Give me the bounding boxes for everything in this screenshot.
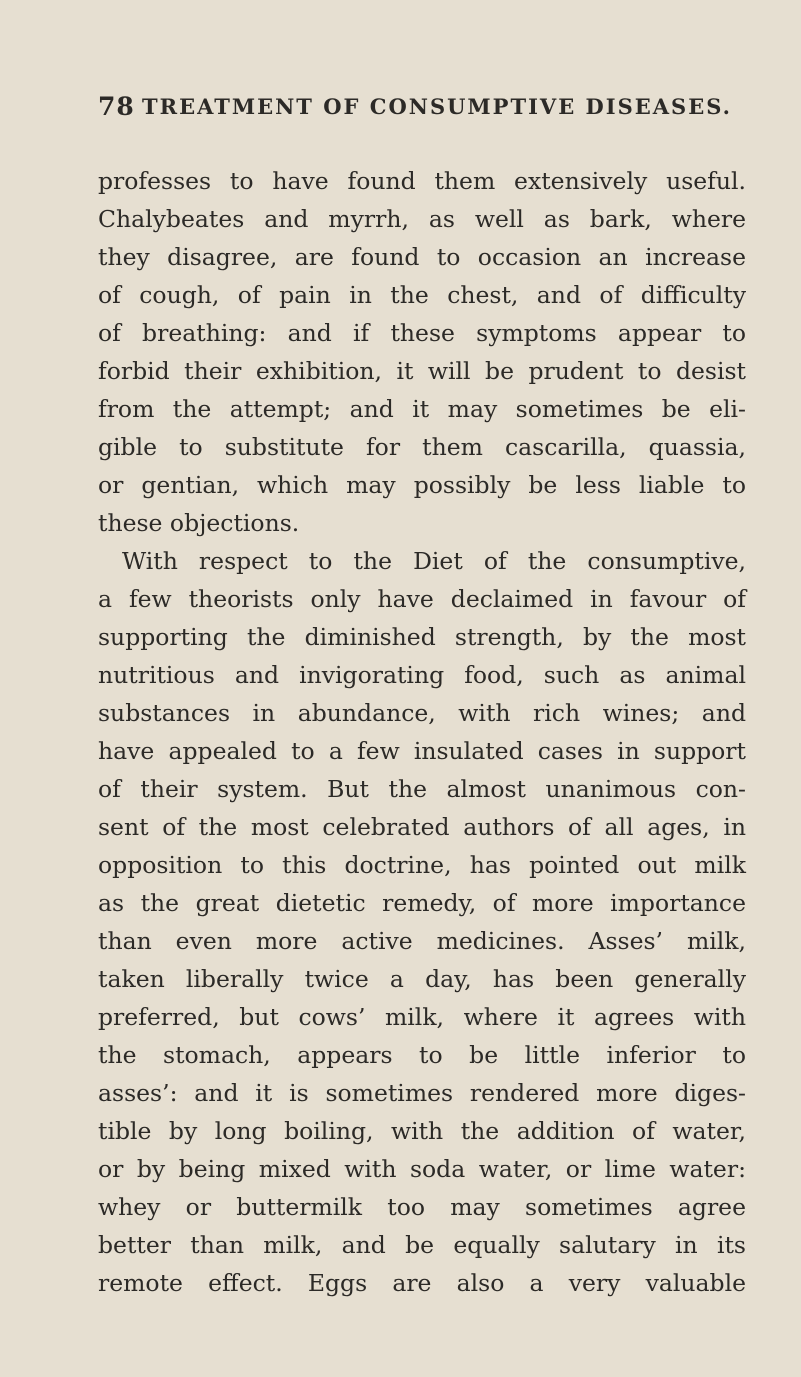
paragraph-end-line: these objections.	[98, 509, 300, 537]
text-line: nutritious and invigorating food, such as animal	[98, 661, 746, 689]
text-line: professes to have found them extensively useful.	[98, 167, 746, 195]
text-line: they disagree, are found to occasion an increase	[98, 243, 746, 271]
page-number: 78	[98, 92, 135, 121]
text-line: or by being mixed with soda water, or lime water:	[98, 1155, 746, 1183]
text-line: taken liberally twice a day, has been generally	[98, 965, 746, 993]
text-line: remote effect. Eggs are also a very valuable	[98, 1269, 746, 1297]
text-line: preferred, but cows’ milk, where it agrees with	[98, 1003, 746, 1031]
text-line: as the great dietetic remedy, of more importance	[98, 889, 746, 917]
text-line: than even more active medicines. Asses’ milk,	[98, 927, 746, 955]
text-line: better than milk, and be equally salutary in its	[98, 1231, 746, 1259]
page-header	[98, 92, 738, 132]
body-text	[98, 162, 746, 1302]
text-line: of their system. But the almost unanimous con-	[98, 775, 746, 803]
text-line: asses’: and it is sometimes rendered more diges-	[98, 1079, 746, 1107]
text-line: substances in abundance, with rich wines; and	[98, 699, 746, 727]
text-line: or gentian, which may possibly be less liable to	[98, 471, 746, 499]
text-line: Chalybeates and myrrh, as well as bark, where	[98, 205, 746, 233]
text-line: whey or buttermilk too may sometimes agree	[98, 1193, 746, 1221]
text-line: supporting the diminished strength, by the most	[98, 623, 746, 651]
text-line: a few theorists only have declaimed in favour of	[98, 585, 746, 613]
text-line: tible by long boiling, with the addition of water,	[98, 1117, 746, 1145]
text-line: of cough, of pain in the chest, and of difficulty	[98, 281, 746, 309]
text-line: the stomach, appears to be little inferior to	[98, 1041, 746, 1069]
text-line: sent of the most celebrated authors of all ages, in	[98, 813, 746, 841]
text-line: forbid their exhibition, it will be prudent to desist	[98, 357, 746, 385]
running-head: TREATMENT OF CONSUMPTIVE DISEASES.	[142, 94, 732, 119]
text-line: have appealed to a few insulated cases in support	[98, 737, 746, 765]
text-line: opposition to this doctrine, has pointed out milk	[98, 851, 746, 879]
paragraph-start-line: With respect to the Diet of the consumptive,	[122, 547, 746, 575]
text-line: from the attempt; and it may sometimes be eli-	[98, 395, 746, 423]
text-line: of breathing: and if these symptoms appear to	[98, 319, 746, 347]
text-line: gible to substitute for them cascarilla, quassia,	[98, 433, 746, 461]
